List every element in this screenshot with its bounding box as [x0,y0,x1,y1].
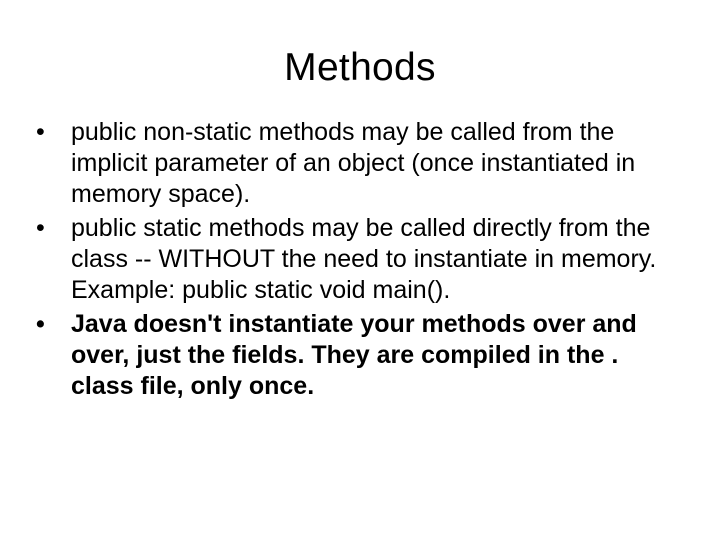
bullet-point-icon: • [36,118,45,146]
bullet-text: public non-static methods may be called from the implicit parameter of an object (once instantiated in memory space). [71,118,636,208]
bullet-text: public static methods may be called directly from the class -- WITHOUT the need to instantiate in memory. Example: public static void main(). [71,214,657,304]
slide-title: Methods [284,46,436,89]
bullet-point-icon: • [36,310,45,338]
bullet-item-static [36,213,686,306]
bullet-text: Java doesn't instantiate your methods over and over, just the fields. They are compiled in the . class file, only once. [71,310,637,400]
bullet-point-icon: • [36,214,45,242]
bullet-item-non-static [36,117,686,210]
bullet-item-java-compile [36,309,686,402]
bullet-list [36,117,686,405]
